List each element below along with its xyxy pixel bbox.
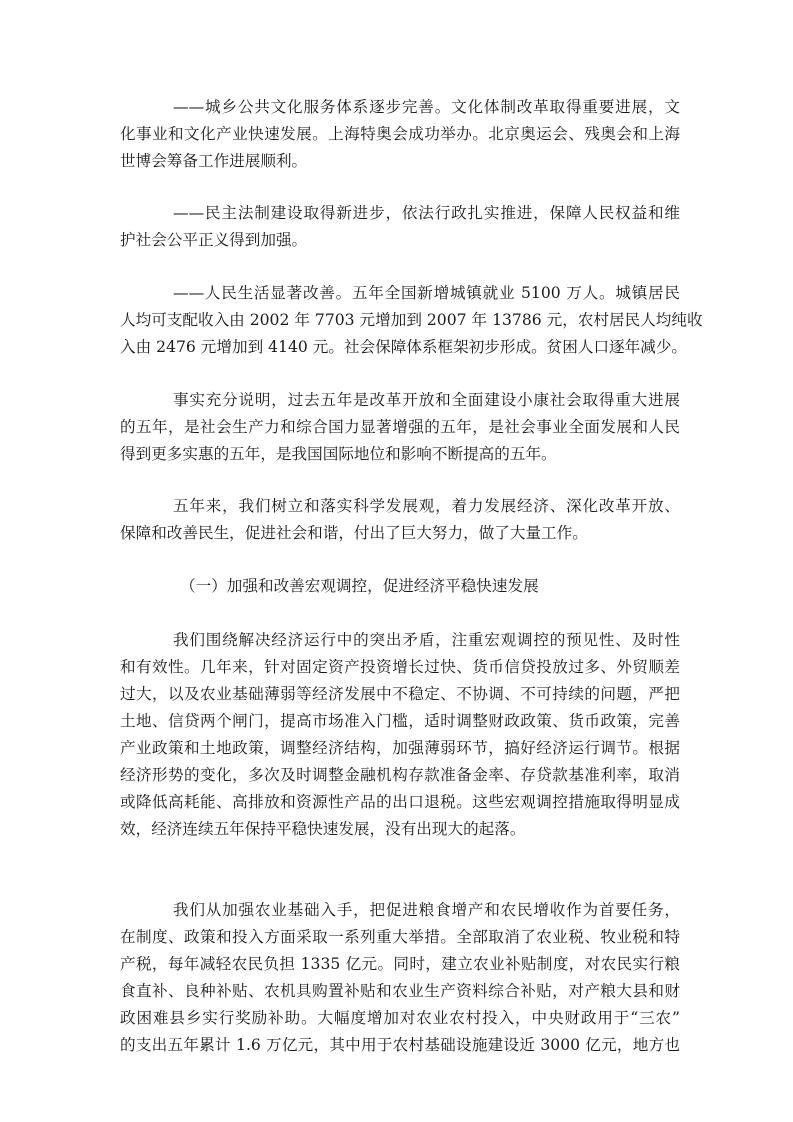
paragraph: [120, 387, 680, 468]
text-line: 化事业和文化产业快速发展。上海特奥会成功举办。北京奥运会、残奥会和上海: [120, 125, 680, 143]
text-line: 土地、信贷两个闸门，提高市场准入门槛，适时调整财政政策、货币政策，完善: [120, 712, 680, 730]
paragraph: [120, 280, 703, 361]
text-line: 世博会筹备工作进展顺利。: [120, 152, 308, 170]
text-line: 的支出五年累计 1.6 万亿元，其中用于农村基础设施建设近 3000 亿元，地方也: [120, 1036, 680, 1054]
text-line: 人均可支配收入由 2002 年 7703 元增加到 2007 年 13786 元，农村居民人均纯收: [120, 311, 703, 329]
paragraph: [120, 627, 680, 843]
text-line: 或降低高耗能、高排放和资源性产品的出口退税。这些宏观调控措施取得明显成: [120, 793, 680, 811]
text-line: 事实充分说明，过去五年是改革开放和全面建设小康社会取得重大进展: [173, 391, 680, 409]
heading-text: （一）加强和改善宏观调控，促进经济平稳快速发展: [180, 577, 539, 595]
text-line: 在制度、政策和投入方面采取一系列重大举措。全部取消了农业税、牧业税和特: [120, 928, 680, 946]
text-line: ——民主法制建设取得新进步，依法行政扎实推进，保障人民权益和维: [173, 204, 680, 222]
text-line: 我们围绕解决经济运行中的突出矛盾，注重宏观调控的预见性、及时性: [173, 631, 680, 649]
text-line: 效，经济连续五年保持平稳快速发展，没有出现大的起落。: [120, 820, 526, 838]
paragraph: [120, 493, 680, 547]
text-line: 政困难县乡实行奖励补助。大幅度增加对农业农村投入，中央财政用于“三农”: [120, 1009, 680, 1027]
paragraph: [120, 94, 680, 175]
section-heading: [120, 573, 680, 600]
text-line: ——城乡公共文化服务体系逐步完善。文化体制改革取得重要进展，文: [173, 98, 680, 116]
paragraph: [120, 897, 680, 1059]
text-line: ——人民生活显著改善。五年全国新增城镇就业 5100 万人。城镇居民: [173, 284, 680, 302]
text-line: 我们从加强农业基础入手，把促进粮食增产和农民增收作为首要任务，: [173, 901, 680, 919]
text-line: 产业政策和土地政策，调整经济结构，加强薄弱环节，搞好经济运行调节。根据: [120, 739, 680, 757]
text-line: 得到更多实惠的五年，是我国国际地位和影响不断提高的五年。: [120, 445, 557, 463]
paragraph: [120, 200, 680, 254]
text-line: 经济形势的变化，多次及时调整金融机构存款准备金率、存贷款基准利率，取消: [120, 766, 680, 784]
text-line: 保障和改善民生，促进社会和谐，付出了巨大努力，做了大量工作。: [120, 524, 588, 542]
text-line: 的五年，是社会生产力和综合国力显著增强的五年，是社会事业全面发展和人民: [120, 418, 680, 436]
text-line: 产税，每年减轻农民负担 1335 亿元。同时，建立农业补贴制度，对农民实行粮: [120, 955, 680, 973]
text-line: 护社会公平正义得到加强。: [120, 231, 308, 249]
text-line: 五年来，我们树立和落实科学发展观，着力发展经济、深化改革开放、: [173, 497, 680, 515]
text-line: 和有效性。几年来，针对固定资产投资增长过快、货币信贷投放过多、外贸顺差: [120, 658, 680, 676]
text-line: 食直补、良种补贴、农机具购置补贴和农业生产资料综合补贴，对产粮大县和财: [120, 982, 680, 1000]
text-line: 过大，以及农业基础薄弱等经济发展中不稳定、不协调、不可持续的问题，严把: [120, 685, 680, 703]
text-line: 入由 2476 元增加到 4140 元。社会保障体系框架初步形成。贫困人口逐年减少。: [120, 338, 688, 356]
